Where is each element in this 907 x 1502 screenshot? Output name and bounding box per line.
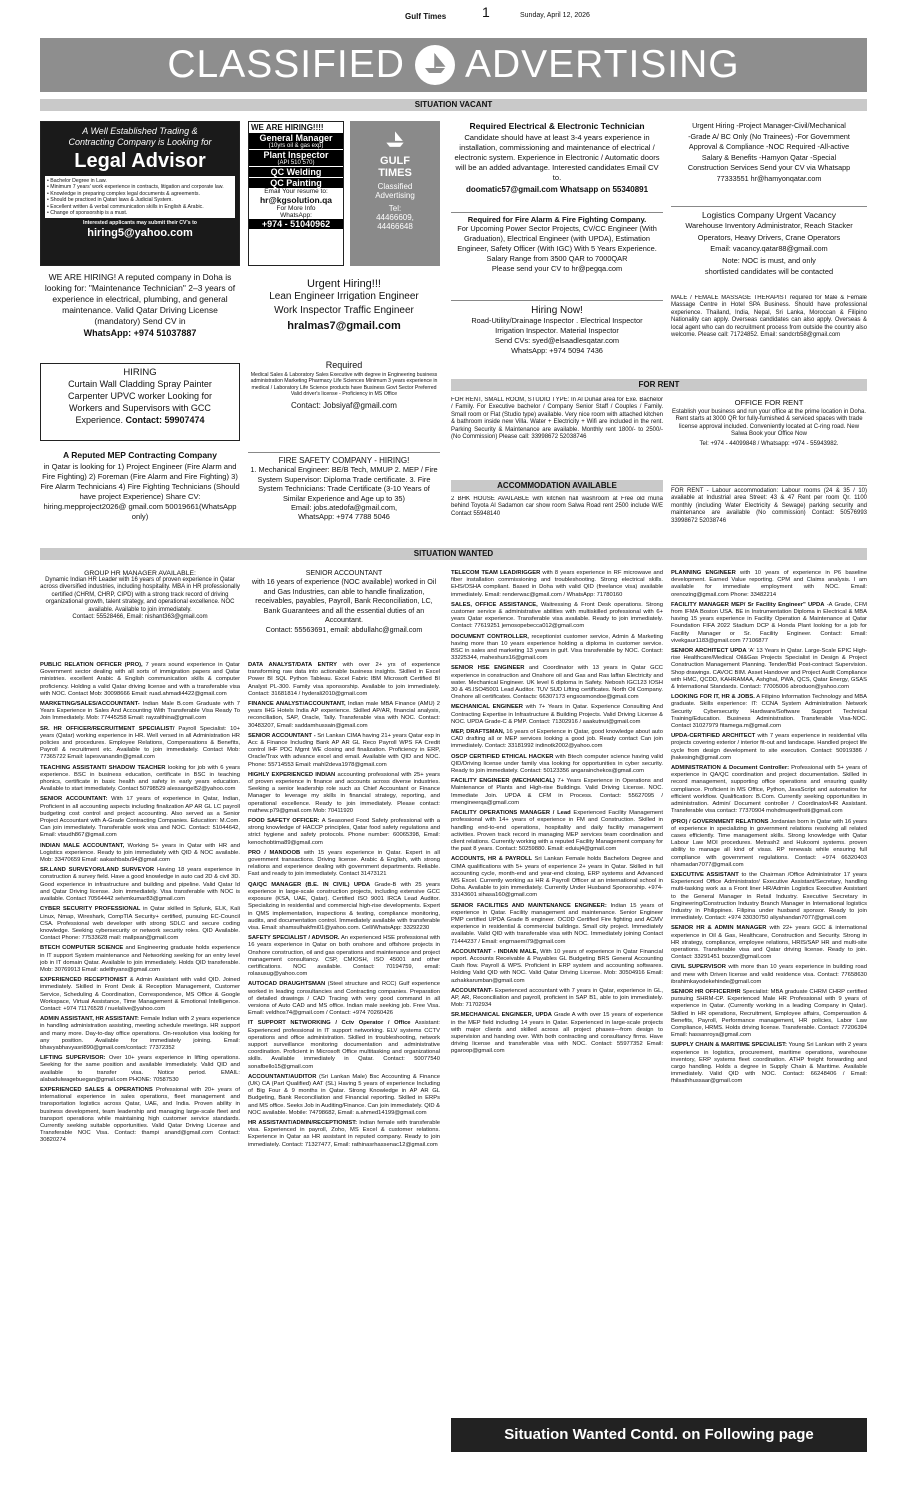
maintenance-tech-contact: WhatsApp: +974 51037887: [83, 328, 197, 338]
page-header-line: [40, 4, 867, 24]
fire-safety-wa: WhatsApp: +974 7788 5046: [298, 512, 390, 522]
wanted-ad: [671, 1042, 867, 1085]
date: Sunday, April 12, 2026: [520, 12, 590, 19]
wanted-ad: [451, 778, 663, 807]
req-item: • Should be practiced in Qatari laws & Judicial System.: [47, 197, 173, 204]
wanted-ad-heading: HR ASSISTANT/ADMIN/RECEPTIONIST:: [248, 1119, 358, 1126]
wanted-ad: [40, 977, 240, 1013]
wanted-ad-body: With 17 years of experience in Qatar, Indian, Proficient in all accounting aspects including finalization AP AR GL LC payroll budgeting cost control and project accounting. Also served as a Senior Project Accountant with A-Grade Contracting Companies. Education: M.Com. Can join immediately. Transferable work visa and NOC. Contact: 51044642, Email: vtsudh867@gmail.com: [40, 796, 240, 839]
we-are-hiring-gm-ad: [248, 121, 344, 266]
wanted-ad-heading: PLANNING ENGINEER: [671, 570, 736, 576]
banner-title-left: CLASSIFIED: [167, 43, 405, 86]
gm-role4: QC Painting: [249, 178, 343, 188]
logistics-l3: Email: vacancy.qatar88@gmail.com: [710, 244, 828, 253]
wanted-ad-body: With 10 years of experience in Qatar Financial report. Accounts Receivable & Payables GL Budgeting BRS General Accounting Cash flow. Payroll & WPS. Proficient in ERP system and accounting softwares. Holding Valid QID with NOC. Valid Qatar Driving License. Mob: 30504916 Email: azhakkarumban@gmail.com: [451, 948, 663, 984]
urgent-pm-l4: Salary & Benefits -Hamyon Qatar -Special: [701, 152, 837, 162]
gm-email[interactable]: hr@kgsolution.qa: [259, 195, 333, 205]
wanted-ad: [451, 903, 663, 946]
wanted-ad: [248, 1020, 440, 1070]
urgent-pm-l5: Construction Services Send your CV via Whatsapp: [687, 163, 851, 172]
wanted-column-3: [451, 570, 663, 1412]
fire-safety-ad: [248, 452, 440, 542]
legal-advisor-line2: Contracting Company is Looking for: [68, 137, 212, 147]
wanted-ad: [40, 1087, 240, 1145]
wanted-ad-body: 'A' 13 Years in Qatar. Large-Scale EPIC High-rise Healthcare/Medical Oil&Gas Projects Specialist in Design & Project Construction Management Planning. Tender/Bid Post-contract Supervision. Shop drawings. CAVOC BIM. Asset Handover and Project Audit Compliance with HMC, QCDD, KAHRAMAA, Ashghal, PWA, QCS, Qatar Energy, GSAS & International Standards. Contact: 77005006 abroduon@yahoo.com: [671, 648, 867, 691]
fire-alarm-contact: Please send your CV to hr@pegqa.com: [491, 264, 623, 273]
wanted-ad-heading: SENIOR ACCOUNTANT:: [40, 796, 108, 803]
maintenance-tech-ad: [40, 272, 240, 358]
office-title: OFFICE FOR RENT: [734, 398, 804, 407]
medical-contact: Contact: Jobsiyaf@gmail.com: [291, 400, 397, 410]
wanted-ad-heading: LIFTING SUPERVISOR:: [40, 1055, 106, 1062]
wanted-ad: [671, 694, 867, 730]
gulf-times-name1: GULF: [380, 155, 410, 167]
wanted-ad-heading: OSCP CERTIFIED ETHICAL HACKER: [451, 753, 554, 760]
wanted-ad-heading: ACCOUNTANT - INDIAN MALE,: [451, 948, 538, 955]
wanted-ad: [451, 988, 663, 1010]
wanted-ad: [451, 754, 663, 776]
hr-manager-body: Dynamic Indian HR Leader with 16 years of proven experience in Qatar across diversified industries, including hospitality. MBA in HR professionally certified (CHRM, CHRP, CIPD) with a strong track record of driving organizational growth, talent strategy, and operational excellence. NOC available. Available to join immediately.: [40, 577, 240, 613]
hiring-now-l1: Road-Utility/Drainage Inspector . Electrical Inspector: [471, 316, 643, 325]
wanted-ad-heading: SAFETY SPECIALIST / ADVISOR.: [248, 935, 340, 942]
wanted-ad-heading: SALES, OFFICE ASSISTANCE,: [451, 601, 538, 608]
studio-rent-ad: [451, 397, 663, 477]
wanted-ad-body: 16 years of Experience in Qatar, good knowledge about auto CAD drafting all or MEP services looking a good job. Ready contact Can join immediately. Contact: 33181992 indinotk2002@yahoo.com: [451, 729, 663, 750]
urgent-pm-l6: 77333551 hr@hamyonqatar.com: [716, 173, 822, 183]
wanted-ad-heading: FACILITY OPERATIONS MANAGER / Lead: [451, 810, 571, 817]
wanted-ad-body: with 7 years experience in residential villa projects covering exterior / interior fit-out and landscape. Handled project life cycle from design development to site execution. Contact: 50919386 / jhakesingh@gmail.com: [671, 733, 867, 761]
wanted-ad: [40, 765, 240, 794]
mep-title: A Reputed MEP Contracting Company: [63, 450, 217, 460]
gm-whatsapp: WhatsApp:: [280, 212, 312, 219]
senior-accountant-box-ad: [248, 570, 440, 660]
wanted-ad: [248, 733, 440, 769]
electrical-body: Candidate should have at least 3-4 years experience in installation, commissioning and maintenance of electrical / electronic system. Experience in Electronic / Automatic doors will be an added advantage. Interested candidates Email CV to.: [454, 133, 660, 182]
sr-accountant-contact: Contact: 55563691, email: abdullahc@gmail.com: [265, 624, 423, 634]
wanted-ad-heading: SENIOR HR & ADMIN MANAGER: [671, 925, 767, 932]
gm-phone: +974 - 51040962: [249, 219, 343, 229]
wanted-ad: [40, 796, 240, 839]
wanted-ad: [451, 665, 663, 701]
wanted-ad-heading: ACCOUNTANT-: [451, 987, 494, 994]
wanted-ad: [40, 726, 240, 762]
fire-alarm-body: For Upcoming Power Sector Projects, CV/CC Engineer (With Graduation), Electrical Engineer (with UPDA), Estimation Engineer, Safety Officer (With IGC) With 5 Years Experience. Salary Range from 3500 QAR to 7000QAR: [457, 224, 657, 263]
req-item: • Excellent written & verbal communication skills in English & Arabic.: [47, 203, 204, 210]
wanted-ad-body: Over 10+ years experience in lifting operations. Seeking for the same position and available immediately. Valid QID and available to transfer visa. Notice period. EMAIL: alabadulwagebuegan@gmail.com PHONE: 70587530: [40, 1055, 240, 1083]
wanted-ad-heading: SUPPLY CHAIN & MARITIME SPECIALIST:: [671, 1042, 787, 1049]
hiring-now-l2: Irrigation Inspector. Material Inspector: [495, 326, 619, 335]
logistics-l2: Operators, Heavy Drivers, Crane Operators: [697, 232, 841, 242]
wanted-ad-heading: ACCOUNTS, HR & PAYROLL: [451, 856, 533, 863]
wanted-ad-heading: EXPERIENCED RECEPTIONIST: [40, 977, 128, 984]
massage-therapist-ad: [671, 295, 867, 373]
wanted-ad: [40, 945, 240, 974]
wanted-ad-body: with more than 10 years experience in building road and mew with Driven license and valid residence visa. Contact: 77658630 ibrahimkayodekehinde@gmail.com: [671, 964, 867, 985]
wanted-ad-body: and Coordinator with 13 years in Qatar GCC experience in construction and Onshore oil and Gas and Ras laffan Electricity and water. Mechanical Engineer. UK level 6 diploma in Safety. Nebosh IGC123 IOSH 30 & 45.ISO45001 Lead Auditor. TUV SUD Lifting certificates. North Oil Company. Onshore all certificates. Contacts: 66307173 engsosmondoe@gmail.com: [451, 665, 663, 701]
wanted-ad-heading: SENIOR FACILITIES AND MAINTENANCE ENGINEER:: [451, 902, 607, 909]
wanted-ad-body: Sri Lankan Female holds Bachelors Degree and CIMA qualifications with 5+ years of experience 2+ years in Qatar. Skilled in full accounting cycle, month-end and year-end closing, ERP systems and Advanced MS Excel. Currently working as HR & Payroll Officer at an international school in Doha. Available to join immediately. Currently Under Husband Sponsorship. +974-33143601 sihasa160@gmail.com: [451, 856, 663, 899]
wanted-ad-body: Assistant: Experienced professional in IT support networking. ELV systems CCTV operations and office administration. Skilled in troubleshooting, network support surveillance monitoring documentation and administrative coordination. Proficient in Microsoft Office multitasking and organizational skills. Available immediately in Qatar. Contact: 50077540 sonafbello15@gmail.com: [248, 1020, 440, 1070]
medical-body: Medical Sales & Laboratory Sales Executive with degree in Engineering business administration Marketing Pharmacy Life Sciences Minimum 3 years experience in medical / Laboratory Life Science products have Business Govt Sector Preferred Valid driver's license - Proficiency in MS Office: [250, 372, 438, 398]
hr-manager-contact: Contact: 55528466, Email: nishant363@gmail.com: [72, 614, 208, 621]
wanted-ad-body: 7 years sound experience in Qatar Government sector dealing with all sorts of immigration papers and Qatar ministries. excellent Arabic & English communication skills & computer proficiency. Holding a valid Qatar driving license and with a transferable visa with NOC. Contact Mob: 30098666 Email: ruad.ahmadi4422@gmail.com: [40, 662, 240, 697]
wanted-ad-body: Professional with 5+ years of experience in QA/QC coordination and project documentation. Skilled in record management, supporting office operations and ensuring quality compliance. Proficient in MS Office, Python, JavaScript and automation for efficient workflow. Qualification: B.Com. Currently seeking opportunities in administration. Admin/ Document controller / Coordinator/HR Assistant. Transferable visa contact: 77370904 mohdmuqeethsiti@gmail.com: [671, 765, 867, 815]
bhk-body: 2 BHK HOUSE AVAILABLE with kitchen hall washroom at Free old muna behind Toyota Al Sadamon car show room Salwa Road rent 2500 include W/E Contact 55948140: [451, 496, 663, 517]
maintenance-tech-body: WE ARE HIRING! A reputed company in Doha is looking for: "Maintenance Technician" 2–3 years of experience in electrical, plumbing, and general maintenance. Valid Qatar Driving License (mandatory) Send CV in: [44, 272, 236, 326]
electrical-contact: doomatic57@gmail.com Whatsapp on 55340891: [465, 185, 649, 194]
wanted-ad: [671, 733, 867, 762]
wanted-ad: [671, 925, 867, 961]
wanted-ad: [40, 701, 240, 723]
wanted-ad: [248, 935, 440, 978]
wanted-ad: [671, 648, 867, 691]
dhow-logo-icon: [415, 45, 455, 85]
wanted-ad: [451, 704, 663, 726]
wanted-ad-heading: SENIOR HR OFFICER/HR: [671, 988, 741, 995]
wanted-ad-heading: SENIOR ARCHITECT UPDA: [671, 648, 747, 655]
wanted-ad-heading: FACILITY MANAGER MEP/ Sr Facility Engineer" UPDA: [671, 601, 825, 608]
banner-title-right: ADVERTISING: [464, 43, 740, 86]
hiring-curtain-l1: Curtain Wall Cladding Spray Painter: [68, 379, 212, 389]
wanted-ad-body: Specialist: MBA graduate CHRM CHRP certified pursuing SHRM-CP. Experienced Male HR Professional with 9 years of experience in Qatar. (Currently working in a leading Company in Qatar). Skilled in HR operations, Recruitment, Employee affairs, Compensation & Benefits, Payroll, Performance management, HR policies, Labor Law Compliance, HRMS. Holds driving license. Transferable. Contact: 77206394 Email: hassanroya@gmail.com: [671, 988, 867, 1039]
mep-body: in Qatar is looking for 1) Project Engineer (Fire Alarm and Fire Fighting) 2) Foreman (Fire Alarm and Fire Fighting) 3) Fire Alarm Technicians 4) Fire Fighting Technicians (Should have project Experience) Share CV: hiring.mepproject2026@ gmail.com 50019661(WhatsApp only): [40, 462, 240, 521]
wanted-ad-heading: SR. HR OFFICER/RECRUITMENT SPECIALIST/: [40, 725, 175, 732]
wanted-ad: [248, 882, 440, 932]
hiring-curtain-contact: Contact: 59907474: [125, 415, 205, 425]
req-item: • Minimum 7 years' work experience in contracts, litigation and corporate law.: [47, 184, 224, 191]
wanted-ad: [451, 949, 663, 985]
wanted-ad-heading: MEP, DRAFTSMAN,: [451, 729, 505, 736]
wanted-ad-heading: ACCOUNTANT/AUDITOR: [248, 1073, 317, 1080]
wanted-ad: [40, 843, 240, 865]
gm-resume: Email Your resume to:: [264, 188, 328, 195]
electrical-title: Required Electrical & Electronic Technician: [469, 121, 645, 131]
wanted-ad-heading: TELECOM TEAM LEAD/RIGGER: [451, 570, 541, 576]
wanted-ad-body: 7+ Years Experience in Operations and Maintenance of Plants and High-rise Buildings. Valid Driving License. NOC. Immediate Join. UPDA & CFM in Process. Contact: 55627095 / rmengineerqa@gmail.com: [451, 778, 663, 806]
wanted-ad-body: Payroll Specialist: 10+ years (Qatar) working experience in HR. Well versed in all Administration HR policies and procedures. Employee Relations, Compensations & Benefits, Payroll & recruitment etc. Available to join immediately. Contact Mob: 77365722 Email: lapesvanandin@gmail.com: [40, 725, 240, 761]
classified-banner: [40, 38, 867, 92]
wanted-ad-heading: MARKETING/SALES/ACCOUNTANT-: [40, 701, 140, 708]
wanted-ad-body: in Qatar skilled in Splunk, ELK, Kali Linux, Nmap, Wireshark, CompTIA Security+ certified, pursuing EC-Council CSA. Professional web developer with strong SDLC and secure coding knowledge. Seeking cybersecurity or network security roles. QID Available. Contact Phone: 77533628 mail: mallpsan@gmail.com: [40, 906, 240, 942]
wanted-ad: [248, 1120, 440, 1149]
wanted-ad: [40, 867, 240, 903]
wanted-ad-heading: ADMINISTRATION & Document Controller:: [671, 765, 790, 772]
hr-manager-title: GROUP HR MANAGER AVAILABLE:: [84, 570, 196, 577]
fire-safety-body: 1. Mechanical Engineer: BE/B Tech, MMUP 2. MEP / Fire System Supervisor: Diploma Trade certificate. 3. Fire System Technicians: Trade Certificate (3-10 Years of Similar Experience and Age up to 35): [250, 465, 438, 503]
wanted-ad: [671, 872, 867, 922]
wanted-ad-heading: EXPERIENCED SALES & OPERATIONS: [40, 1086, 153, 1093]
wanted-ad-body: Grade-B with 25 years experience in large-scale construction projects, including extensive GCC exposure (KSA, UAE, Qatar). Certified ISO 9001 IRCA Lead Auditor. Specializing in residential and commercial high-rise developments. Expert in QMS implementation, inspections & testing, compliance monitoring, audits, and documentation control. Immediately available with transferable visa. Email: shamsulhakfmi01@yahoo.com. Cell/WhatsApp: 33292230: [248, 881, 440, 931]
wanted-ad-heading: SENIOR ACCOUNTANT -: [248, 732, 316, 739]
wanted-ad-body: Experienced Facility Management professional with 14+ years of experience in FM and Construction. Skilled in handling end-to-end operations, hospitality and daily facility management activities. Proven track record in managing MEP services team coordination and client relations. Currently working with a reputed Facility Management company for the past 8 years. Contact: 50259880. Email: eduiuj4@gmail.com: [451, 810, 663, 853]
wanted-ad-heading: ADMIN ASSISTANT, HR ASSISTANT:: [40, 1016, 139, 1023]
gm-head: WE ARE HIRING!!!!: [251, 123, 324, 132]
wanted-ad-body: accounting professional with 25+ years of proven experience in finance and accounts across diverse industries. Seeking a senior leadership role such as Chief Accountant or Finance Manager to leverage my skills in financial strategy, reporting, and operational excellence. Ready to join immediately. Please contact: mathew.p79@gmail.com Mob: 70411920: [248, 771, 440, 814]
page-number: 1: [482, 4, 490, 20]
wanted-ad: [40, 1055, 240, 1084]
wanted-ad-body: A Seasoned Food Safety professional with a strong knowledge of HACCP principles, Qatar food safety regulations and strict hygiene and safety protocols. Phone number: 60065398, Email: kenochobtima89@gmail.com: [248, 818, 440, 846]
gm-role3: QC Welding: [249, 167, 343, 177]
wanted-ad: [451, 570, 663, 599]
hiring-now-ad: [451, 300, 663, 370]
wanted-ad: [248, 772, 440, 815]
wanted-ad-heading: CYBER SECURITY PROFESSIONAL: [40, 906, 141, 913]
wanted-ad-body: Indian female with transferable visa. Experienced in payroll, Zoho, MS Excel & customer relations. Experience in Qatar as HR assistant in reputed company. Ready to join immediately. Contact: 71327477, Email: rathinasrhassenac12@gmail.com: [248, 1119, 440, 1148]
wanted-ad: [248, 662, 440, 698]
wanted-ad-body: A Filipino Information Technology and MBA graduate. Skills experience: IT: CCNA System Administration Network Security Cybersecurity Hardware/Software Support Technical Training/Education. Business Administration. Transferable Visa-NOC. Contact 31027979 fitamega.m@gmail.com: [671, 694, 867, 730]
labour-body: FOR RENT - Labour accommodation: Labour rooms (24 & 35 / 10) available at Industrial area Street: 43 & 47 Rent per room Qr. 1100 monthly (including Water Electricity & Sewage) parking security and maintenance are available (No commission) Contact: 50576993 33998672 52038746: [671, 488, 867, 524]
section-situation-wanted: SITUATION WANTED: [40, 548, 867, 560]
legal-advisor-email[interactable]: hiring5@yahoo.com: [87, 226, 193, 239]
wanted-ad: [671, 570, 867, 599]
wanted-ad: [451, 856, 663, 899]
wanted-ad-heading: FINANCE ANALYST/ACCOUNTANT,: [248, 701, 346, 708]
hiring-now-l3: Send CVs: syed@elsaadlesqatar.com: [494, 336, 620, 345]
wanted-ad-heading: PRO / MANDOOB: [248, 849, 301, 856]
req-item: • Change of sponsorship is a must.: [47, 210, 128, 217]
wanted-ad: [248, 981, 440, 1017]
wanted-ad: [40, 906, 240, 942]
fire-alarm-ad: [451, 212, 663, 296]
wanted-ad-heading: DOCUMENT CONTROLLER,: [451, 633, 529, 640]
wanted-ad-heading: MECHANICAL ENGINEER: [451, 704, 523, 711]
wanted-ad-heading: UPDA-CERTIFIED ARCHITECT: [671, 733, 756, 740]
section-accommodation: ACCOMMODATION AVAILABLE: [451, 480, 663, 492]
wanted-ad: [671, 964, 867, 986]
logistics-l5: shortlisted candidates will be contacted: [704, 267, 834, 276]
wanted-ad-heading: EXECUTIVE ASSISTANT: [671, 871, 739, 878]
fire-safety-email: Email: jobs.atedofa@gmail.com,: [290, 503, 398, 513]
req-item: • Knowledge in preparing complex legal documents & agreements.: [47, 190, 200, 197]
wanted-ad-body: Professional with 20+ years of international experience in sales operations, fleet management and transportation logistics across Qatar, UAE, and India. Proven ability in business development, team leadership and managing large-scale fleet and transport operations while maintaining high customer service standards. Currently seeking suitable opportunities. Valid Qatar Driving License and Transferable NOC Visa. Contact: thampi anand@gmail.com Contact: 30820274: [40, 1086, 240, 1144]
wanted-ad-heading: (PRO) / GOVERNMENT RELATIONS: [671, 818, 769, 825]
hiring-curtain-l3: Workers and Supervisors with GCC: [69, 403, 211, 413]
wanted-ad: [451, 1012, 663, 1055]
wanted-ad-heading: FACILITY ENGINEER (MECHANICAL): [451, 778, 555, 785]
gm-role2-note: (API 510 570): [249, 160, 343, 166]
wanted-ad-body: Working 5+ years in Qatar with HR and Logistics experience. Ready to join immediately with QID & NOC available. Mob: 33470659 Email: aakashbabu94@gmail.com: [40, 842, 240, 864]
wanted-ad-heading: INDIAN MALE ACCOUNTANT,: [40, 842, 125, 849]
wanted-ad-body: to the Chairman /Office Administrator 17 years Experienced Office Administrator/ Executive Assistant/Secretary, handling multi-tasking work as a Front liner HR/Admin Logistics Executive Assistant to the General Manager in Retail Industry. Executive Secretary in Engineering/Construction Industry Branch Manager in International logistics Industry in Philippines. Filipina under husband sponsor. Ready to join immediately. Contact: +974 33030750 aliyahandan7077@gmail.com: [671, 871, 867, 922]
wanted-ad-heading: SENIOR HSE ENGINEER: [451, 665, 525, 672]
gm-role2: Plant Inspector: [249, 150, 343, 160]
hiring-curtain-ad: [40, 363, 240, 441]
office-body: Establish your business and run your office at the prime location in Doha. Rent starts at 3000 QR for fully-furnished & serviced spaces with trade license approval included. Conveniently located at C-ring road. New Salwa Book your Office Now: [672, 409, 866, 438]
wanted-ad-body: with over 2+ yrs of experience transforming raw data into actionable business insights. Skilled in Excel Power BI SQL Python Tableau. Excel Fabric IBM Microsoft Certified BI Analyst PL-300. Family visa sponsorship. Available to join immediately. Contact: 31681814 / hyderali2010@gmail.com: [248, 662, 440, 697]
logistics-l4: Note: NOC is must, and only: [722, 255, 816, 265]
wanted-ad-heading: CIVIL SUPERVISOR: [671, 964, 726, 971]
continued-banner: Situation Wanted Contd. on Following page: [451, 1418, 867, 1452]
gulf-times-classified: Classified: [377, 182, 413, 191]
wanted-ad: [248, 850, 440, 879]
irrigation-title: Urgent Hiring!!!: [307, 278, 381, 290]
logistics-l1: Warehouse Inventory Administrator, Reach Stacker: [685, 221, 853, 230]
gm-more: For More Info: [276, 205, 316, 212]
wanted-ad: [671, 765, 867, 815]
wanted-ad-heading: TEACHING ASSISTANT/ SHADOW TEACHER: [40, 764, 166, 771]
section-situation-vacant: SITUATION VACANT: [40, 99, 867, 111]
wanted-ad-body: with 22+ years GCC & international experience in Oil & Gas, Healthcare, Construction and Security. Strong in HR strategy, compliance, employee relations, HRIS/SAP HR and multi-site operations. Transferable visa and Qatar driving license. Ready to join. Contact: 33291451 bozzer@gmail.com: [671, 925, 867, 961]
wanted-ad-body: Female Indian with 2 years experience in handling administration assisting, meeting schedule meetings. HR support and many more. Day-to-day office operations. On-resolution visa looking for any position. Available for immediately joining. Email: bhavyabhavyasri890@gmail.com/contact: 77372352: [40, 1016, 240, 1051]
hiring-now-title: Hiring Now!: [531, 305, 583, 316]
wanted-ad-body: receptionist customer service, Admin & Marketing having more than 10 years experience holding a diploma in customer service. BSC in sales and marketing 13 years in gulf. Visa transferable by NOC. Contact: 33225344, maheshurs16@gmail.com: [451, 633, 663, 662]
urgent-pm-l1: Urgent Hiring -Project Manager-Civil/Mechanical: [692, 121, 846, 130]
wanted-ad-heading: SR.MECHANICAL ENGINEER, UPDA: [451, 1012, 552, 1019]
irrigation-l2: Work Inspector Traffic Engineer: [274, 305, 414, 316]
wanted-ad-body: with Btech computer science having valid QID/Driving license under family visa looking for opportunities in cyber security. Ready to join immediately. Contact: 50123356 angarainchekos@gmail.com: [451, 753, 663, 775]
fire-alarm-title: Required for Fire Alarm & Fire Fighting Company.: [467, 215, 647, 224]
urgent-pm-l3: Approval & Compliance -NOC Required -All-active: [688, 142, 850, 151]
legal-advisor-title: Legal Advisor: [74, 150, 206, 172]
fire-safety-title: FIRE SAFETY COMPANY - HIRING!: [278, 456, 410, 465]
legal-advisor-line1: A Well Established Trading &: [82, 126, 198, 136]
irrigation-l1: Lean Engineer Irrigation Engineer: [269, 291, 419, 302]
bhk-rent-ad: [451, 496, 663, 540]
wanted-ad-body: & Admin Assistant with valid QID. Joined immediately. Skilled in Front Desk & Reception Management, Customer Service, Scheduling & Coordination, Correspondence, MS Office & Google Workspace, Virtual Assistance, Time Management & Emotional Intelligence. Contact: +974 71176528 / nuelalive@yahoo.com: [40, 977, 240, 1012]
wanted-ad-body: Indian male MBA Finance (AMU) 2 years IHG Hotels India AP experience. Skilled AP/AR, financial analysis, reconciliation, SAP, Oracle, Tally. Transferable visa with NOC. Contact: 30483207, Email: saddamhussain@gmail.com: [248, 701, 440, 729]
gm-role1-note: (10yrs oil & gas exp): [249, 143, 343, 149]
wanted-ad-body: with 15 years experience in Qatar. Expert in all government transactions. Driving license. Arabic & English, with strong relations and experience dealing with government departments. Reliable. Fast and ready to join immediately. Contact 31473121: [248, 849, 440, 878]
wanted-ad-heading: LOOKING FOR IT, HR & JOBS.: [671, 694, 755, 701]
hiring-curtain-head: HIRING: [123, 367, 157, 378]
dhow-icon: [382, 127, 408, 153]
urgent-pm-ad: [671, 121, 867, 203]
wanted-ad-body: Young Sri Lankan with 2 years experience in logistics, procurement, maritime operations, warehouse inventory, ERP systems fleet coordination. ATHP freight forwarding and cargo handling. Holds a degree in Supply Chain & Maritime. Available immediately. Valid QID with NOC. Contact: 66248406 / Email: fhilsathhussaar@gmail.com: [671, 1042, 867, 1085]
sr-accountant-title: SENIOR ACCOUNTANT: [305, 570, 383, 577]
hiring-curtain-l2: Carpenter UPVC worker Looking for: [67, 391, 213, 401]
gm-role1: General Manager: [249, 133, 343, 143]
office-rent-ad: [671, 398, 867, 483]
wanted-ad-heading: DATA ANALYST/DATA ENTRY: [248, 662, 338, 668]
legal-advisor-ad: [40, 121, 240, 266]
req-item: • Bachelor Degree in Law.: [47, 178, 107, 184]
gulf-times-name2: TIMES: [378, 167, 412, 179]
wanted-ad-body: Indian 15 years of experience in Qatar. Facility management and maintenance. Senior Engineer PMP certified UPDA Grade B engineer. OCDD Certified Fire fighting and ACMV experience in residential & commercial buildings. Small city project. Immediately available. Valid QID with transferable visa with NOC. Immediately joining Contact 71444237 / Email: engrnaemi79@gmail.com: [451, 902, 663, 945]
irrigation-ad: [248, 278, 440, 356]
hiring-curtain-l4: Experience.: [75, 415, 123, 425]
logistics-ad: [671, 206, 867, 292]
irrigation-email[interactable]: hralmas7@gmail.com: [287, 320, 401, 332]
gulf-times-advertising: Advertising: [375, 191, 415, 200]
wanted-ad-body: An experienced HSE professional with 16 years experience in Qatar on both onshore and offshore projects in Onshore construction, oil and gas operations and maintenance and project management consultancy. CSP, CMIOSH, ISO 45001 and other certifications. NOC available. Contact: 70194759, email: rolasusug@yahoo.com: [248, 935, 440, 978]
wanted-ad-heading: SR.LAND SURVEYOR/LAND SURVEYOR: [40, 867, 155, 874]
wanted-ad: [40, 1016, 240, 1052]
wanted-ad-body: with 10 years of experience in P6 baseline development. Earned Value reporting. CPM and Claims analysis. I am available for immediate employment with NOC. Email: orenozing@gmail.com Phone: 33482214: [671, 570, 867, 598]
wanted-ad-heading: IT SUPPORT NETWORKING / Cctv Operator / Office: [248, 1020, 411, 1027]
massage-body: MALE / FEMALE MASSAGE THERAPIST required for Male & Female Massage Centre in Hotel SPA Business. Should have professional experience. Thailand, India, Nepal, Sri Lanka, Moroccan & Filipino Nationality can apply. Overseas candidates can also apply. Overseas & local agent who can do recruitment process from outside the country also welcome. Please call: 71724852. Email: sandcrb58@gmail.com: [671, 295, 867, 339]
wanted-ad-heading: HIGHLY EXPERIENCED INDIAN: [248, 771, 336, 778]
labour-rent-ad: [671, 485, 867, 541]
sr-accountant-body: with 16 years of experience (NOC available) worked in Oil and Gas Industries, can able to handle finalization, receivables, payables, Payroll, Bank Reconciliation, LC, Bank Guarantees and all the essential duties of an Accountant.: [251, 577, 437, 624]
wanted-column-2: [248, 662, 440, 1462]
wanted-column-4: [671, 570, 867, 1462]
masthead: Gulf Times: [405, 12, 447, 21]
wanted-ad-heading: QA/QC MANAGER (B.E. IN CIVIL) UPDA: [248, 881, 371, 888]
wanted-ad-body: with 8 years experience in RF microwave and fiber installation commissioning and troubleshooting. Strong electrical skills. EHS/OSHA compliant. Based in Doha with valid QID (freelance visa) available immediately. Email: renderwac@gmail.com / WhatsApp: 71780160: [451, 570, 663, 598]
wanted-ad: [248, 818, 440, 847]
wanted-column-1: [40, 662, 240, 1462]
wanted-ad-body: Sri Lankan CIMA having 21+ years Qatar exp in Acc & Finance Including Bank AP AR GL Reco Payroll WPS FA Credit control IHF PDC Mgmt WE closing and finalization. Proficiency in ERP, Oracle/Trax with advance excel and email. Available with QID and NOC. Phone: 55714553 Email: mahl2deva1978@gmail.com: [248, 732, 440, 768]
wanted-ad-body: (Sri Lankan Male) Bsc Accounting & Finance (UK) CA (Part Qualified) AAT (SL) Having 5 years of experience Including of Big Four & 9 months in Qatar. Strong Knowledge in AP AR GL Budgeting, Bank Reconciliation and Financial reporting. Skilled in ERPs and MS office. Seeks Job in Auditing/Finance. Can join immediately. QID & NOC available. Mobile: 74798682, Email: a.ahmed14199@gmail.com: [248, 1073, 440, 1116]
medical-sales-ad: [248, 360, 440, 448]
wanted-ad-body: Having 18 years experience in construction & survey field. Have a good knowledge in auto cad 2D & civil 3D. Good experience in infrastructure and building and pipeline. Valid Qatar Id and Qatar Driving license. Join immediately. Visa transferable with NOC is available. Contact 70564442 selvmkumar83@gmail.com: [40, 867, 240, 903]
gulf-times-classified-box: [350, 121, 440, 266]
wanted-ad: [451, 810, 663, 853]
wanted-ad-body: -A Grade, CFM from IFMA Boston USA. BE in Instrumentation Diploma in Electrical & MBA having 15 years experience in Facility Operation & Maintenance at Qatar Foundation FIFA 2022 Stadium DCP & Honda Plant looking for a job for Facility Manager or Sr. Facility Engineer. Contact: Email: vivekgaur1183@gmail.com 77106877: [671, 601, 867, 644]
wanted-ad: [248, 701, 440, 730]
wanted-ad-body: Waitressing & Front Desk operations. Strong customer service & administrative abilities with multiskilled professional with 6+ years Qatar experience. Transferable visa available. Ready to join immediately. Contact: 77619251 jemosopebecca012@gmail.com: [451, 601, 663, 630]
urgent-pm-l2: -Grade A/ BC Only (No Trainees) -For Government: [688, 131, 850, 141]
office-contact: Tel: +974 - 44099848 / Whatsapp: +974 - 55943982.: [699, 440, 839, 447]
hiring-now-l4: WhatsApp: +974 5094 7436: [511, 346, 603, 355]
wanted-ad: [451, 729, 663, 751]
wanted-ad-body: Grade A with over 15 years of experience in the MEP field including 14 years in Qatar. Experienced in large-scale projects with major clients and skilled across all project phases—from design to supervision and handing over. With both contracting and consultancy firms. Have driving license and transferable visa with NOC. Contact: 55977352 Email: pgaroop@gmail.com: [451, 1012, 663, 1055]
wanted-ad-heading: FOOD SAFETY OFFICER:: [248, 818, 320, 825]
electrical-technician-ad: [451, 121, 663, 213]
wanted-ad: [248, 1074, 440, 1117]
legal-advisor-apply: Interested applicants may submit their CV's to: [83, 220, 197, 227]
wanted-ad: [451, 602, 663, 631]
mep-company-ad: [40, 450, 240, 538]
wanted-ad-body: looking for job with 6 years experience. BSC in business education, certificate in BSC in teaching phonics, certificate in basic health and safety in early years education. Available to start immediately. Contact 50798529 alessangel52@yahoo.com: [40, 764, 240, 793]
wanted-ad: [40, 662, 240, 698]
studio-body: FOR RENT, SMALL ROOM, STUDIO TYPE: In Al Duhail area for Exe. Bachelor / Family. For Executive bachelor / Company Senior Staff / Couples / Family. Small room or Flat (Studio type) available. Very nice room with attached kitchen & bathroom inside new Villa. Water + Electricity + Wifi are included in the rent. Parking Security & Maintenance are available. Monthly rent 1800/- to 2500/- (No Commission) Please call: 33998672 52038746: [451, 397, 663, 441]
wanted-ad-heading: PUBLIC RELATION OFFICER (PRO),: [40, 662, 143, 668]
logistics-title: Logistics Company Urgent Vacancy: [701, 210, 837, 220]
wanted-ad: [671, 989, 867, 1039]
wanted-ad-body: (Steel structure and RCC) Gulf experience worked in leading consultancies and Contracting companies. Preparation of detailed drawings / CAD Tracing with very good command in all versions of Auto CAD and MS office. Indian male seeking job. Free Visa. Email: veldhos74@gmail.com / Contact: +974 70260426: [248, 981, 440, 1017]
wanted-ad: [671, 602, 867, 645]
group-hr-manager-ad: [40, 570, 240, 660]
gulf-times-n1: 44466609,: [376, 213, 414, 222]
medical-title: Required: [325, 360, 363, 370]
gulf-times-tel: Tel:: [388, 204, 402, 213]
wanted-ad-body: Indian Male B.com Graduate with 7 Years Experience in Sales And Accounting With Transferable Visa Ready To Join Immediately. Mob: 77445258 Email: rayzalthina@gmail.com: [40, 701, 240, 722]
wanted-ad-body: with 7+ Years in Qatar. Experience Consulting And Contracting Expertise in Infrastructure & Building Projects. Valid Driving License & NOC. UPDA Grade-C & PMP. Contact: 71302916 / aaakutnut@gmail.com: [451, 704, 663, 725]
wanted-ad-body: and Engineering graduate holds experience in IT support System maintenance and Networking seeking for an entry level job in IT domain Qatar. Available to join immediately. Holds QID transferable. Mob: 30769913 Email: adelthyans@gmail.com: [40, 945, 240, 973]
wanted-ad: [451, 634, 663, 663]
wanted-ad-body: Experienced accountant with 7 years in Qatar, experience in GL, AP, AR, Reconciliation and payroll, proficient in SAP B1, able to join immediately. Mob: 71702934: [451, 987, 663, 1009]
legal-advisor-requirements: [45, 176, 235, 218]
wanted-ad-heading: BTECH COMPUTER SCIENCE: [40, 945, 124, 952]
wanted-ad: [671, 819, 867, 869]
wanted-ad-body: Jordanian born in Qatar with 16 years of experience in specializing in government relations resolving all related cases efficiently. Time management skills. Strong knowledge with Qatar Labour Law MOI procedures. Metrash2 and Hukoomi systems. proven ability to manage all kind of visas. RP renewals while ensuring full compliance with government regulations. Contact: +974 66320403 nhamadan7077@gmail.com: [671, 818, 867, 868]
section-for-rent: FOR RENT: [451, 379, 867, 391]
wanted-ad-heading: AUTOCAD DRAUGHTSMAN: [248, 981, 326, 988]
gulf-times-n2: 44466648: [377, 222, 413, 231]
